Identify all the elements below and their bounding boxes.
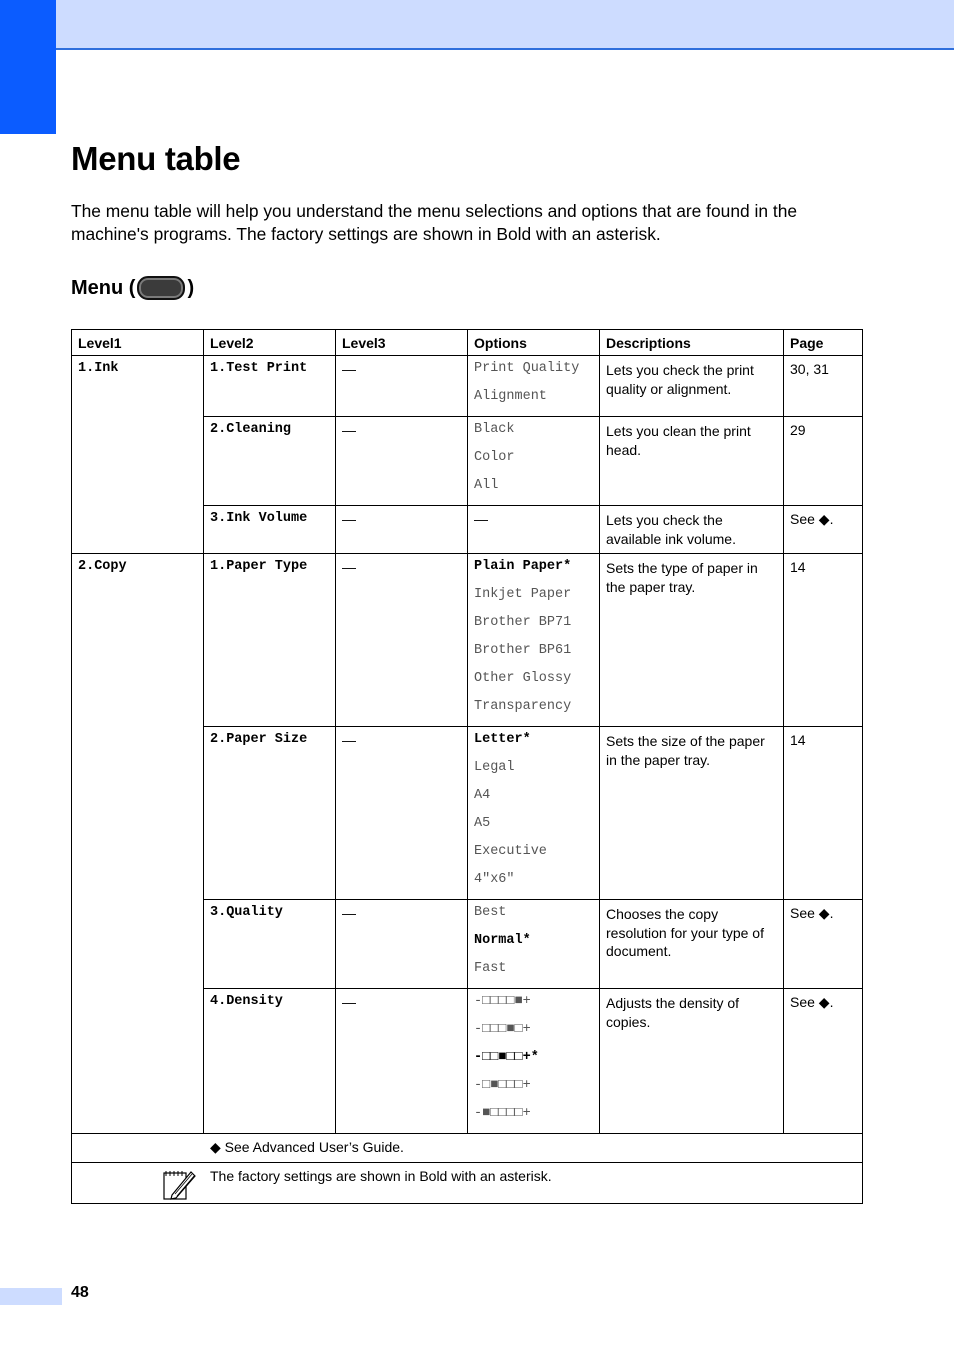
- description-cell: Lets you check the print quality or alignment.: [600, 356, 784, 417]
- page-cell: See ◆.: [784, 989, 863, 1134]
- level3-cell: —: [336, 506, 468, 554]
- option-item: Alignment: [474, 389, 547, 404]
- options-cell: [468, 727, 600, 900]
- option-item-default: Letter*: [474, 732, 531, 747]
- level3-cell: —: [336, 417, 468, 506]
- description-cell: Lets you check the available ink volume.: [600, 506, 784, 554]
- options-cell: [468, 356, 600, 417]
- option-item-default: Plain Paper*: [474, 559, 572, 574]
- level3-cell: —: [336, 356, 468, 417]
- chapter-tab: [0, 0, 56, 134]
- option-item: Fast: [474, 961, 507, 976]
- page-cell: See ◆.: [784, 506, 863, 554]
- options-cell: —: [468, 506, 600, 554]
- description-cell: Adjusts the density of copies.: [600, 989, 784, 1134]
- header-level3: Level3: [336, 330, 468, 356]
- menu-heading-suffix: ): [187, 276, 195, 299]
- description-cell: Sets the size of the paper in the paper tray.: [600, 727, 784, 900]
- option-item: Executive: [474, 844, 547, 859]
- option-item: Other Glossy: [474, 671, 572, 686]
- level2-density: 4.Density: [204, 989, 336, 1134]
- options-cell: [468, 900, 600, 989]
- footnote-text: ◆ See Advanced User’s Guide.: [72, 1134, 863, 1163]
- header-level1: Level1: [72, 330, 204, 356]
- page-cell: See ◆.: [784, 900, 863, 989]
- page-cell: 14: [784, 554, 863, 727]
- options-cell: [468, 554, 600, 727]
- header-options: Options: [468, 330, 600, 356]
- menu-table: [71, 329, 863, 1204]
- option-item: Black: [474, 422, 515, 437]
- table-header-row: [72, 330, 863, 356]
- description-cell: Chooses the copy resolution for your type of document.: [600, 900, 784, 989]
- options-cell: [468, 417, 600, 506]
- table-row: [72, 554, 863, 727]
- level3-cell: —: [336, 554, 468, 727]
- note-row: [72, 1163, 863, 1204]
- option-item: 4"x6": [474, 872, 515, 887]
- option-item: Brother BP71: [474, 615, 572, 630]
- option-item: All: [474, 478, 499, 493]
- option-item: Inkjet Paper: [474, 587, 572, 602]
- level3-cell: —: [336, 727, 468, 900]
- footer-bar: [0, 1288, 62, 1305]
- option-item: Legal: [474, 760, 515, 775]
- level2-quality: 3.Quality: [204, 900, 336, 989]
- option-item-default: -□□■□□+*: [474, 1050, 539, 1065]
- page-number: 48: [71, 1284, 89, 1301]
- level2-paper-type: 1.Paper Type: [204, 554, 336, 727]
- page-cell: 29: [784, 417, 863, 506]
- menu-heading: [71, 276, 194, 300]
- level2-ink-volume: 3.Ink Volume: [204, 506, 336, 554]
- header-page: Page: [784, 330, 863, 356]
- option-item: Brother BP61: [474, 643, 572, 658]
- level3-cell: —: [336, 900, 468, 989]
- level3-cell: —: [336, 989, 468, 1134]
- page-cell: 30, 31: [784, 356, 863, 417]
- footnote-row: [72, 1134, 863, 1163]
- header-descriptions: Descriptions: [600, 330, 784, 356]
- level1-copy: 2.Copy: [72, 554, 204, 1134]
- option-item: A4: [474, 788, 491, 803]
- intro-paragraph: The menu table will help you understand the menu selections and options that are found in the machine's programs. The factory settings are shown in Bold with an asterisk.: [71, 201, 798, 244]
- header-level2: Level2: [204, 330, 336, 356]
- table-row: [72, 356, 863, 417]
- option-item: -□□□■□+: [474, 1022, 531, 1037]
- level1-ink: 1.Ink: [72, 356, 204, 554]
- options-cell: [468, 989, 600, 1134]
- option-item: -□■□□□+: [474, 1078, 531, 1093]
- level2-test-print: 1.Test Print: [204, 356, 336, 417]
- option-item: Color: [474, 450, 515, 465]
- menu-key-icon: [137, 276, 185, 300]
- option-item: -■□□□□+: [474, 1106, 531, 1121]
- note-cell: [72, 1163, 863, 1204]
- level2-cleaning: 2.Cleaning: [204, 417, 336, 506]
- option-item: -□□□□■+: [474, 994, 531, 1009]
- menu-heading-prefix: Menu (: [71, 276, 136, 299]
- note-text: The factory settings are shown in Bold with an asterisk.: [210, 1168, 552, 1184]
- header-band: [56, 0, 954, 50]
- page-cell: 14: [784, 727, 863, 900]
- option-item-default: Normal*: [474, 933, 531, 948]
- description-cell: Sets the type of paper in the paper tray.: [600, 554, 784, 727]
- description-cell: Lets you clean the print head.: [600, 417, 784, 506]
- option-item: Best: [474, 905, 507, 920]
- note-pencil-icon: [162, 1167, 196, 1204]
- option-item: A5: [474, 816, 491, 831]
- page-title: Menu table: [71, 140, 241, 177]
- option-item: Print Quality: [474, 361, 580, 376]
- option-item: Transparency: [474, 699, 572, 714]
- level2-paper-size: 2.Paper Size: [204, 727, 336, 900]
